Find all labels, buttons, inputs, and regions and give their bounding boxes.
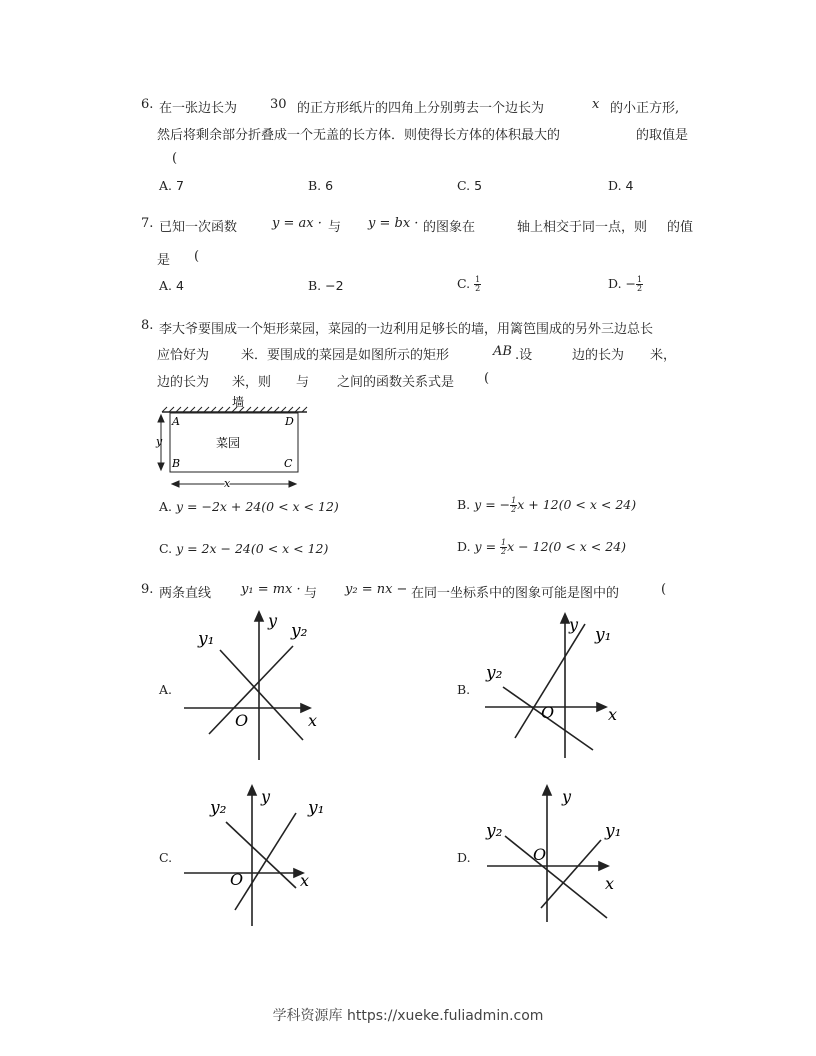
q8-text-2a: 应恰好为 <box>157 348 210 363</box>
q9-option-c-label[interactable]: C. <box>159 850 173 865</box>
q7-option-c[interactable] <box>457 276 481 293</box>
fraction <box>636 276 643 293</box>
q6-text-1a: 在一张边长为 <box>159 101 238 116</box>
q6-var-x: x <box>592 97 600 112</box>
option-value: 6 <box>325 178 334 193</box>
q9-text-2: 与 <box>304 586 318 601</box>
q7-text-3: 的图象在 <box>423 220 476 235</box>
option-label: B. <box>308 278 322 293</box>
origin-label: O <box>235 711 249 730</box>
corner-b-label: B <box>172 457 181 470</box>
q6-option-a[interactable] <box>159 178 184 193</box>
line-y1 <box>235 813 296 910</box>
x-axis-label: x <box>308 711 318 730</box>
option-value: y = −2x + 24(0 < x < 12) <box>176 499 339 514</box>
fraction-denominator: 2 <box>637 284 643 293</box>
option-label: C. <box>457 276 471 291</box>
fraction <box>474 276 481 293</box>
q8-text-3d: 之间的函数关系式是 <box>337 375 455 390</box>
line-y1-label: y₁ <box>198 629 215 649</box>
q8-text-3b: 米，则 <box>232 375 272 390</box>
y-axis-arrow-icon <box>248 786 256 795</box>
origin-label: O <box>541 703 555 722</box>
option-label: C. <box>159 541 173 556</box>
q8-paren: ( <box>484 371 490 386</box>
fraction-denominator: 2 <box>475 284 481 293</box>
y-dimension-label: y <box>156 435 163 448</box>
q7-number: 7. <box>141 216 154 231</box>
fraction-numerator: 1 <box>511 496 517 505</box>
option-label: C. <box>457 178 471 193</box>
q9-option-d-label[interactable]: D. <box>457 850 471 865</box>
option-value-pre: y = <box>474 539 497 554</box>
q8-text-2c: AB <box>493 344 512 359</box>
q8-text-3c: 与 <box>296 375 310 390</box>
fraction-numerator: 1 <box>637 275 643 284</box>
q8-text-2e: 边的长为 <box>572 348 625 363</box>
q8-text-2d: .设 <box>515 348 533 363</box>
x-axis-arrow-icon <box>599 862 608 870</box>
line-y1 <box>541 840 601 908</box>
q8-garden-figure <box>152 393 317 495</box>
q6-paren: ( <box>172 151 178 166</box>
y-axis-arrow-icon <box>543 786 551 795</box>
corner-c-label: C <box>284 457 293 470</box>
q6-text-2b: 的取值是 <box>636 128 689 143</box>
q8-option-b[interactable] <box>457 497 636 514</box>
q9-formula-1: y₁ = mx · <box>241 582 301 597</box>
line-y2-label: y₂ <box>291 621 308 641</box>
x-dimension-arrow <box>172 481 296 487</box>
q9-graph-d[interactable] <box>481 778 631 933</box>
option-value-post: x − 12(0 < x < 24) <box>507 539 627 554</box>
line-y2-label: y₂ <box>486 663 503 683</box>
option-label: A. <box>159 278 173 293</box>
q9-text-1: 两条直线 <box>159 586 212 601</box>
q8-text-3a: 边的长为 <box>157 375 210 390</box>
x-axis-label: x <box>300 871 310 890</box>
q6-value-30: 30 <box>270 97 287 112</box>
q9-option-b-label[interactable]: B. <box>457 682 471 697</box>
q9-number: 9. <box>141 582 154 597</box>
option-value: 7 <box>176 178 184 193</box>
garden-label: 菜园 <box>216 436 241 450</box>
q7-text-2: 与 <box>328 220 342 235</box>
option-label: D. <box>608 276 622 291</box>
q7-formula-1: y = ax · <box>272 216 322 231</box>
q9-text-3: 在同一坐标系中的图象可能是图中的 <box>411 586 620 601</box>
option-label: B. <box>457 497 471 512</box>
line-y2-label: y₂ <box>486 821 503 841</box>
line-y1-label: y₁ <box>595 625 612 645</box>
q8-text-line1: 李大爷要围成一个矩形菜园，菜园的一边利用足够长的墙，用篱笆围成的另外三边总长 <box>159 322 654 337</box>
q7-formula-2: y = bx · <box>368 216 419 231</box>
option-label: D. <box>457 539 471 554</box>
q8-text-2f: 米， <box>650 348 677 363</box>
x-dimension-label: x <box>224 477 231 490</box>
page-footer: 学科资源库 https://xueke.fuliadmin.com <box>272 1008 544 1024</box>
option-value: y = 2x − 24(0 < x < 12) <box>176 541 329 556</box>
q6-option-c[interactable] <box>457 178 482 193</box>
origin-label: O <box>230 870 244 889</box>
q7-option-a[interactable] <box>159 278 184 293</box>
y-axis-label: y <box>268 611 278 630</box>
q8-option-c[interactable] <box>159 541 328 556</box>
y-axis-arrow-icon <box>561 614 569 623</box>
wall-label: 墙 <box>232 395 245 409</box>
q7-text-line2: 是 <box>157 253 171 268</box>
y-axis-label: y <box>562 787 572 806</box>
line-y1-label: y₁ <box>605 821 622 841</box>
q6-option-d[interactable] <box>608 178 634 193</box>
q7-text-5: 的值 <box>667 220 694 235</box>
option-sign: − <box>625 276 637 291</box>
corner-a-label: A <box>172 415 180 428</box>
q9-graph-c[interactable] <box>180 778 330 933</box>
q7-option-b[interactable] <box>308 278 344 293</box>
fraction-numerator: 1 <box>475 275 481 284</box>
x-axis-label: x <box>608 705 618 724</box>
q9-graph-a[interactable] <box>180 608 330 763</box>
q9-option-a-label[interactable]: A. <box>159 682 173 697</box>
option-value: 5 <box>474 178 483 193</box>
q6-text-1b: 的正方形纸片的四角上分别剪去一个边长为 <box>297 101 545 116</box>
line-y2 <box>209 646 293 734</box>
q9-graph-b[interactable] <box>481 608 631 763</box>
line-y1-label: y₁ <box>308 798 325 818</box>
q6-option-b[interactable] <box>308 178 333 193</box>
q6-text-2: 然后将剩余部分折叠成一个无盖的长方体．则使得长方体的体积最大的 <box>157 128 561 143</box>
option-value: −2 <box>325 278 344 293</box>
q9-formula-2: y₂ = nx − <box>345 582 408 597</box>
line-y2-label: y₂ <box>210 798 227 818</box>
fraction-numerator: 1 <box>501 538 507 547</box>
q8-option-d[interactable] <box>457 539 626 556</box>
q8-option-a[interactable] <box>159 499 339 514</box>
y-axis-label: y <box>261 787 271 806</box>
q7-paren: ( <box>194 249 200 264</box>
q7-option-d[interactable] <box>608 276 643 293</box>
option-value: 4 <box>625 178 634 193</box>
option-label: A. <box>159 178 173 193</box>
option-value: 4 <box>176 278 184 293</box>
option-label: D. <box>608 178 622 193</box>
q8-text-2b: 米．要围成的菜园是如图所示的矩形 <box>241 348 450 363</box>
q6-text-1c: 的小正方形, <box>610 101 680 116</box>
option-value-post: x + 12(0 < x < 24) <box>517 497 637 512</box>
y-axis-label: y <box>569 615 579 634</box>
q6-number: 6. <box>141 97 154 112</box>
line-y2 <box>505 836 607 918</box>
y-axis-arrow-icon <box>255 612 263 621</box>
option-label: A. <box>159 499 173 514</box>
q9-paren: ( <box>661 582 667 597</box>
q7-text-4: 轴上相交于同一点，则 <box>517 220 648 235</box>
fraction-denominator: 2 <box>511 505 517 514</box>
option-value-pre: y = − <box>474 497 511 512</box>
x-axis-label: x <box>605 874 615 893</box>
q7-text-1: 已知一次函数 <box>159 220 238 235</box>
option-label: B. <box>308 178 322 193</box>
line-y1 <box>220 650 303 740</box>
x-axis-arrow-icon <box>597 703 606 711</box>
fraction-denominator: 2 <box>501 547 507 556</box>
q8-number: 8. <box>141 318 154 333</box>
corner-d-label: D <box>285 415 294 428</box>
origin-label: O <box>533 845 547 864</box>
